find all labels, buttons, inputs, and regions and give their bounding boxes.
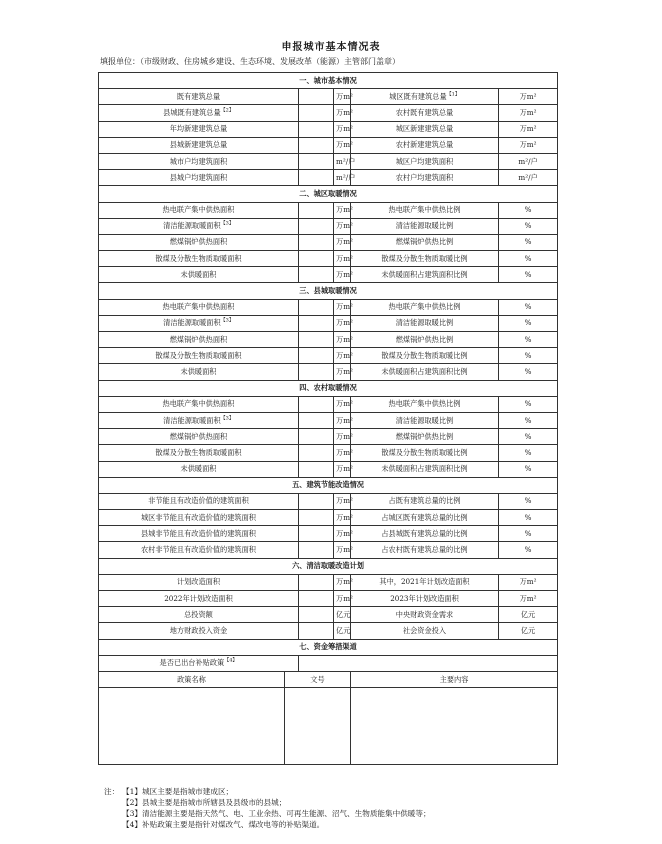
right-value-unit-cell[interactable]: % <box>499 315 558 331</box>
left-unit: 万m² <box>334 332 351 348</box>
left-item-label: 清洁能源取暖面积$^{【3】}$ <box>99 412 299 428</box>
section-header-row <box>99 639 558 655</box>
right-item-label: 散煤及分散生物质取暖比例 <box>351 348 499 364</box>
left-unit: 亿元 <box>334 607 351 623</box>
right-value-unit-cell[interactable]: % <box>499 412 558 428</box>
left-unit: 万m² <box>334 461 351 477</box>
left-unit: 万m² <box>334 234 351 250</box>
left-item-label: 未供暖面积 <box>99 267 299 283</box>
left-value-cell[interactable] <box>299 234 334 250</box>
right-item-label: 未供暖面积占建筑面积比例 <box>351 267 499 283</box>
left-value-cell[interactable] <box>299 493 334 509</box>
col-main-content: 主要内容 <box>351 671 558 687</box>
left-unit: 万m² <box>334 218 351 234</box>
right-value-unit-cell[interactable]: % <box>499 218 558 234</box>
left-item-label: 清洁能源取暖面积$^{【3】}$ <box>99 315 299 331</box>
note-1: 注： 【1】城区主要是指城市建成区； <box>104 787 234 796</box>
right-value-unit-cell[interactable]: 万m² <box>499 105 558 121</box>
left-unit: 万m² <box>334 396 351 412</box>
left-unit: 万m² <box>334 493 351 509</box>
right-item-label: 燃煤锅炉供热比例 <box>351 429 499 445</box>
right-item-label: 占县城既有建筑总量的比例 <box>351 526 499 542</box>
left-value-cell[interactable] <box>299 299 334 315</box>
table-row <box>99 234 558 250</box>
table-row <box>99 591 558 607</box>
table-row <box>99 396 558 412</box>
right-value-unit-cell[interactable]: % <box>499 493 558 509</box>
left-item-label: 年均新建建筑总量 <box>99 121 299 137</box>
left-item-label: 地方财政投入资金 <box>99 623 299 639</box>
right-value-unit-cell[interactable]: % <box>499 445 558 461</box>
right-value-unit-cell[interactable]: % <box>499 396 558 412</box>
right-value-unit-cell[interactable]: 万m² <box>499 89 558 105</box>
left-value-cell[interactable] <box>299 396 334 412</box>
right-item-label: 占城区既有建筑总量的比例 <box>351 510 499 526</box>
right-value-unit-cell[interactable]: % <box>499 542 558 558</box>
right-item-label: 清洁能源取暖比例 <box>351 218 499 234</box>
left-unit: 亿元 <box>334 623 351 639</box>
right-value-unit-cell[interactable]: 万m² <box>499 591 558 607</box>
right-value-unit-cell[interactable]: % <box>499 332 558 348</box>
table-row <box>99 315 558 331</box>
left-value-cell[interactable] <box>299 574 334 590</box>
filler-unit-line: 填报单位：（市级财政、住房城乡建设、生态环境、发展改革（能源）主管部门盖章） <box>100 57 400 66</box>
right-item-label: 占既有建筑总量的比例 <box>351 493 499 509</box>
main-content-cell[interactable] <box>351 688 558 765</box>
table-row <box>99 105 558 121</box>
left-item-label: 总投资额 <box>99 607 299 623</box>
right-value-unit-cell[interactable]: m²/户 <box>499 153 558 169</box>
left-item-label: 散煤及分散生物质取暖面积 <box>99 445 299 461</box>
left-value-cell[interactable] <box>299 607 334 623</box>
left-item-label: 燃煤锅炉供热面积 <box>99 429 299 445</box>
footnote-ref: 【4】 <box>224 657 238 664</box>
left-item-label: 城市户均建筑面积 <box>99 153 299 169</box>
left-unit: 万m² <box>334 251 351 267</box>
section-title: 四、农村取暖情况 <box>99 380 558 396</box>
right-value-unit-cell[interactable]: 万m² <box>499 574 558 590</box>
left-unit: 万m² <box>334 315 351 331</box>
subsidy-policy-question: 是否已出台补贴政策$^{【4】}$ <box>99 655 299 671</box>
table-row <box>99 574 558 590</box>
left-unit: m²/户 <box>334 153 351 169</box>
left-unit: 万m² <box>334 591 351 607</box>
col-policy-name: 政策名称 <box>99 671 285 687</box>
table-row <box>99 170 558 186</box>
doc-number-cell[interactable] <box>285 688 351 765</box>
left-unit: 万m² <box>334 445 351 461</box>
footnote-ref: 【2】 <box>220 107 234 114</box>
right-item-label: 2023年计划改造面积 <box>351 591 499 607</box>
section-title: 七、资金筹措渠道 <box>99 639 558 655</box>
left-item-label: 热电联产集中供热面积 <box>99 396 299 412</box>
table-row <box>99 299 558 315</box>
notes <box>104 786 431 830</box>
section-header-row <box>99 186 558 202</box>
table-row <box>99 364 558 380</box>
left-value-cell[interactable] <box>299 267 334 283</box>
right-item-label: 城区户均建筑面积 <box>351 153 499 169</box>
right-item-label: 清洁能源取暖比例 <box>351 315 499 331</box>
right-value-unit-cell[interactable]: % <box>499 251 558 267</box>
left-item-label: 县城既有建筑总量$^{【2】}$ <box>99 105 299 121</box>
left-value-cell[interactable] <box>299 591 334 607</box>
right-value-unit-cell[interactable]: % <box>499 267 558 283</box>
left-item-label: 农村非节能且有改造价值的建筑面积 <box>99 542 299 558</box>
right-item-label: 农村户均建筑面积 <box>351 170 499 186</box>
note-2: 【2】县城主要是指城市所辖县及县级市的县城； <box>122 798 287 807</box>
left-item-label: 既有建筑总量 <box>99 89 299 105</box>
left-item-label: 燃煤锅炉供热面积 <box>99 332 299 348</box>
left-item-label: 城区非节能且有改造价值的建筑面积 <box>99 510 299 526</box>
left-unit: 万m² <box>334 510 351 526</box>
policy-blank-row <box>99 688 558 765</box>
left-item-label: 热电联产集中供热面积 <box>99 202 299 218</box>
right-item-label: 中央财政资金需求 <box>351 607 499 623</box>
left-value-cell[interactable] <box>299 461 334 477</box>
left-value-cell[interactable] <box>299 170 334 186</box>
left-item-label: 县城新建建筑总量 <box>99 137 299 153</box>
right-item-label: 燃煤锅炉供热比例 <box>351 234 499 250</box>
section-title: 三、县城取暖情况 <box>99 283 558 299</box>
right-item-label: 热电联产集中供热比例 <box>351 299 499 315</box>
section-header-row <box>99 380 558 396</box>
table-row <box>99 153 558 169</box>
left-value-cell[interactable] <box>299 364 334 380</box>
section-title: 五、建筑节能改造情况 <box>99 477 558 493</box>
left-item-label: 县城非节能且有改造价值的建筑面积 <box>99 526 299 542</box>
left-item-label: 非节能且有改造价值的建筑面积 <box>99 493 299 509</box>
right-item-label: 城区既有建筑总量$^{【1】}$ <box>351 89 499 105</box>
right-item-label: 清洁能源取暖比例 <box>351 412 499 428</box>
left-value-cell[interactable] <box>299 510 334 526</box>
left-value-cell[interactable] <box>299 526 334 542</box>
table-row <box>99 542 558 558</box>
left-item-label: 县城户均建筑面积 <box>99 170 299 186</box>
section-title: 六、清洁取暖改造计划 <box>99 558 558 574</box>
right-item-label: 占农村既有建筑总量的比例 <box>351 542 499 558</box>
right-item-label: 未供暖面积占建筑面积比例 <box>351 461 499 477</box>
policy-header-row <box>99 671 558 687</box>
left-item-label: 散煤及分散生物质取暖面积 <box>99 348 299 364</box>
table-row <box>99 89 558 105</box>
left-value-cell[interactable] <box>299 315 334 331</box>
left-unit: 万m² <box>334 267 351 283</box>
section-header-row <box>99 283 558 299</box>
left-unit: 万m² <box>334 412 351 428</box>
left-value-cell[interactable] <box>299 251 334 267</box>
table-row <box>99 429 558 445</box>
right-item-label: 散煤及分散生物质取暖比例 <box>351 445 499 461</box>
table-row <box>99 332 558 348</box>
right-value-unit-cell[interactable]: m²/户 <box>499 170 558 186</box>
table-row <box>99 202 558 218</box>
footnote-ref: 【3】 <box>220 318 234 325</box>
right-item-label: 农村既有建筑总量 <box>351 105 499 121</box>
subsidy-policy-answer[interactable] <box>299 655 558 671</box>
right-value-unit-cell[interactable]: % <box>499 429 558 445</box>
left-unit: 万m² <box>334 526 351 542</box>
left-item-label: 未供暖面积 <box>99 461 299 477</box>
right-value-unit-cell[interactable]: % <box>499 299 558 315</box>
left-item-label: 未供暖面积 <box>99 364 299 380</box>
footnote-ref: 【1】 <box>446 91 460 98</box>
left-unit: 万m² <box>334 429 351 445</box>
left-value-cell[interactable] <box>299 429 334 445</box>
table-row <box>99 493 558 509</box>
left-value-cell[interactable] <box>299 202 334 218</box>
section-title: 一、城市基本情况 <box>99 73 558 89</box>
right-value-unit-cell[interactable]: % <box>499 461 558 477</box>
table-row <box>99 510 558 526</box>
right-item-label: 热电联产集中供热比例 <box>351 202 499 218</box>
footnote-ref: 【3】 <box>220 415 234 422</box>
left-unit: 万m² <box>334 348 351 364</box>
section-header-row <box>99 73 558 89</box>
left-value-cell[interactable] <box>299 348 334 364</box>
right-value-unit-cell[interactable]: % <box>499 364 558 380</box>
left-value-cell[interactable] <box>299 121 334 137</box>
left-value-cell[interactable] <box>299 218 334 234</box>
left-unit: 万m² <box>334 364 351 380</box>
right-value-unit-cell[interactable]: 亿元 <box>499 623 558 639</box>
right-value-unit-cell[interactable]: % <box>499 348 558 364</box>
table-row <box>99 121 558 137</box>
basic-info-table <box>98 72 558 765</box>
left-value-cell[interactable] <box>299 105 334 121</box>
left-unit: 万m² <box>334 89 351 105</box>
left-value-cell[interactable] <box>299 332 334 348</box>
left-value-cell[interactable] <box>299 137 334 153</box>
left-unit: 万m² <box>334 542 351 558</box>
table-row <box>99 623 558 639</box>
left-value-cell[interactable] <box>299 623 334 639</box>
right-item-label: 其中，2021年计划改造面积 <box>351 574 499 590</box>
right-value-unit-cell[interactable]: % <box>499 202 558 218</box>
right-item-label: 农村新建建筑总量 <box>351 137 499 153</box>
left-unit: 万m² <box>334 137 351 153</box>
table-row <box>99 445 558 461</box>
table-row <box>99 461 558 477</box>
right-item-label: 城区新建建筑总量 <box>351 121 499 137</box>
right-item-label: 散煤及分散生物质取暖比例 <box>351 251 499 267</box>
right-item-label: 燃煤锅炉供热比例 <box>351 332 499 348</box>
left-unit: 万m² <box>334 105 351 121</box>
footnote-ref: 【3】 <box>220 220 234 227</box>
right-value-unit-cell[interactable]: 亿元 <box>499 607 558 623</box>
table-row <box>99 607 558 623</box>
left-value-cell[interactable] <box>299 153 334 169</box>
section-header-row <box>99 558 558 574</box>
right-value-unit-cell[interactable]: % <box>499 526 558 542</box>
table-row <box>99 655 558 671</box>
left-item-label: 燃煤锅炉供热面积 <box>99 234 299 250</box>
left-item-label: 清洁能源取暖面积$^{【3】}$ <box>99 218 299 234</box>
table-row <box>99 251 558 267</box>
right-item-label: 未供暖面积占建筑面积比例 <box>351 364 499 380</box>
table-row <box>99 526 558 542</box>
left-item-label: 2022年计划改造面积 <box>99 591 299 607</box>
page-title: 申报城市基本情况表 <box>281 42 381 53</box>
left-unit: m²/户 <box>334 170 351 186</box>
left-item-label: 散煤及分散生物质取暖面积 <box>99 251 299 267</box>
policy-name-cell[interactable] <box>99 688 285 765</box>
note-3: 【3】清洁能源主要是指天然气、电、工业余热、可再生能源、沼气、生物质能集中供暖等； <box>122 809 431 818</box>
right-item-label: 热电联产集中供热比例 <box>351 396 499 412</box>
right-item-label: 社会资金投入 <box>351 623 499 639</box>
left-item-label: 热电联产集中供热面积 <box>99 299 299 315</box>
right-value-unit-cell[interactable]: 万m² <box>499 137 558 153</box>
note-4: 【4】补贴政策主要是指针对煤改气、煤改电等的补贴渠道。 <box>122 820 325 829</box>
left-value-cell[interactable] <box>299 89 334 105</box>
table-row <box>99 137 558 153</box>
left-unit: 万m² <box>334 121 351 137</box>
left-unit: 万m² <box>334 299 351 315</box>
left-value-cell[interactable] <box>299 412 334 428</box>
table-row <box>99 218 558 234</box>
section-header-row <box>99 477 558 493</box>
left-value-cell[interactable] <box>299 445 334 461</box>
table-row <box>99 412 558 428</box>
col-doc-number: 文号 <box>285 671 351 687</box>
right-value-unit-cell[interactable]: % <box>499 510 558 526</box>
left-item-label: 计划改造面积 <box>99 574 299 590</box>
table-row <box>99 348 558 364</box>
left-unit: 万m² <box>334 202 351 218</box>
left-unit: 万m² <box>334 574 351 590</box>
left-value-cell[interactable] <box>299 542 334 558</box>
section-title: 二、城区取暖情况 <box>99 186 558 202</box>
table-row <box>99 267 558 283</box>
notes-lead: 注： <box>104 787 120 796</box>
right-value-unit-cell[interactable]: 万m² <box>499 121 558 137</box>
right-value-unit-cell[interactable]: % <box>499 234 558 250</box>
